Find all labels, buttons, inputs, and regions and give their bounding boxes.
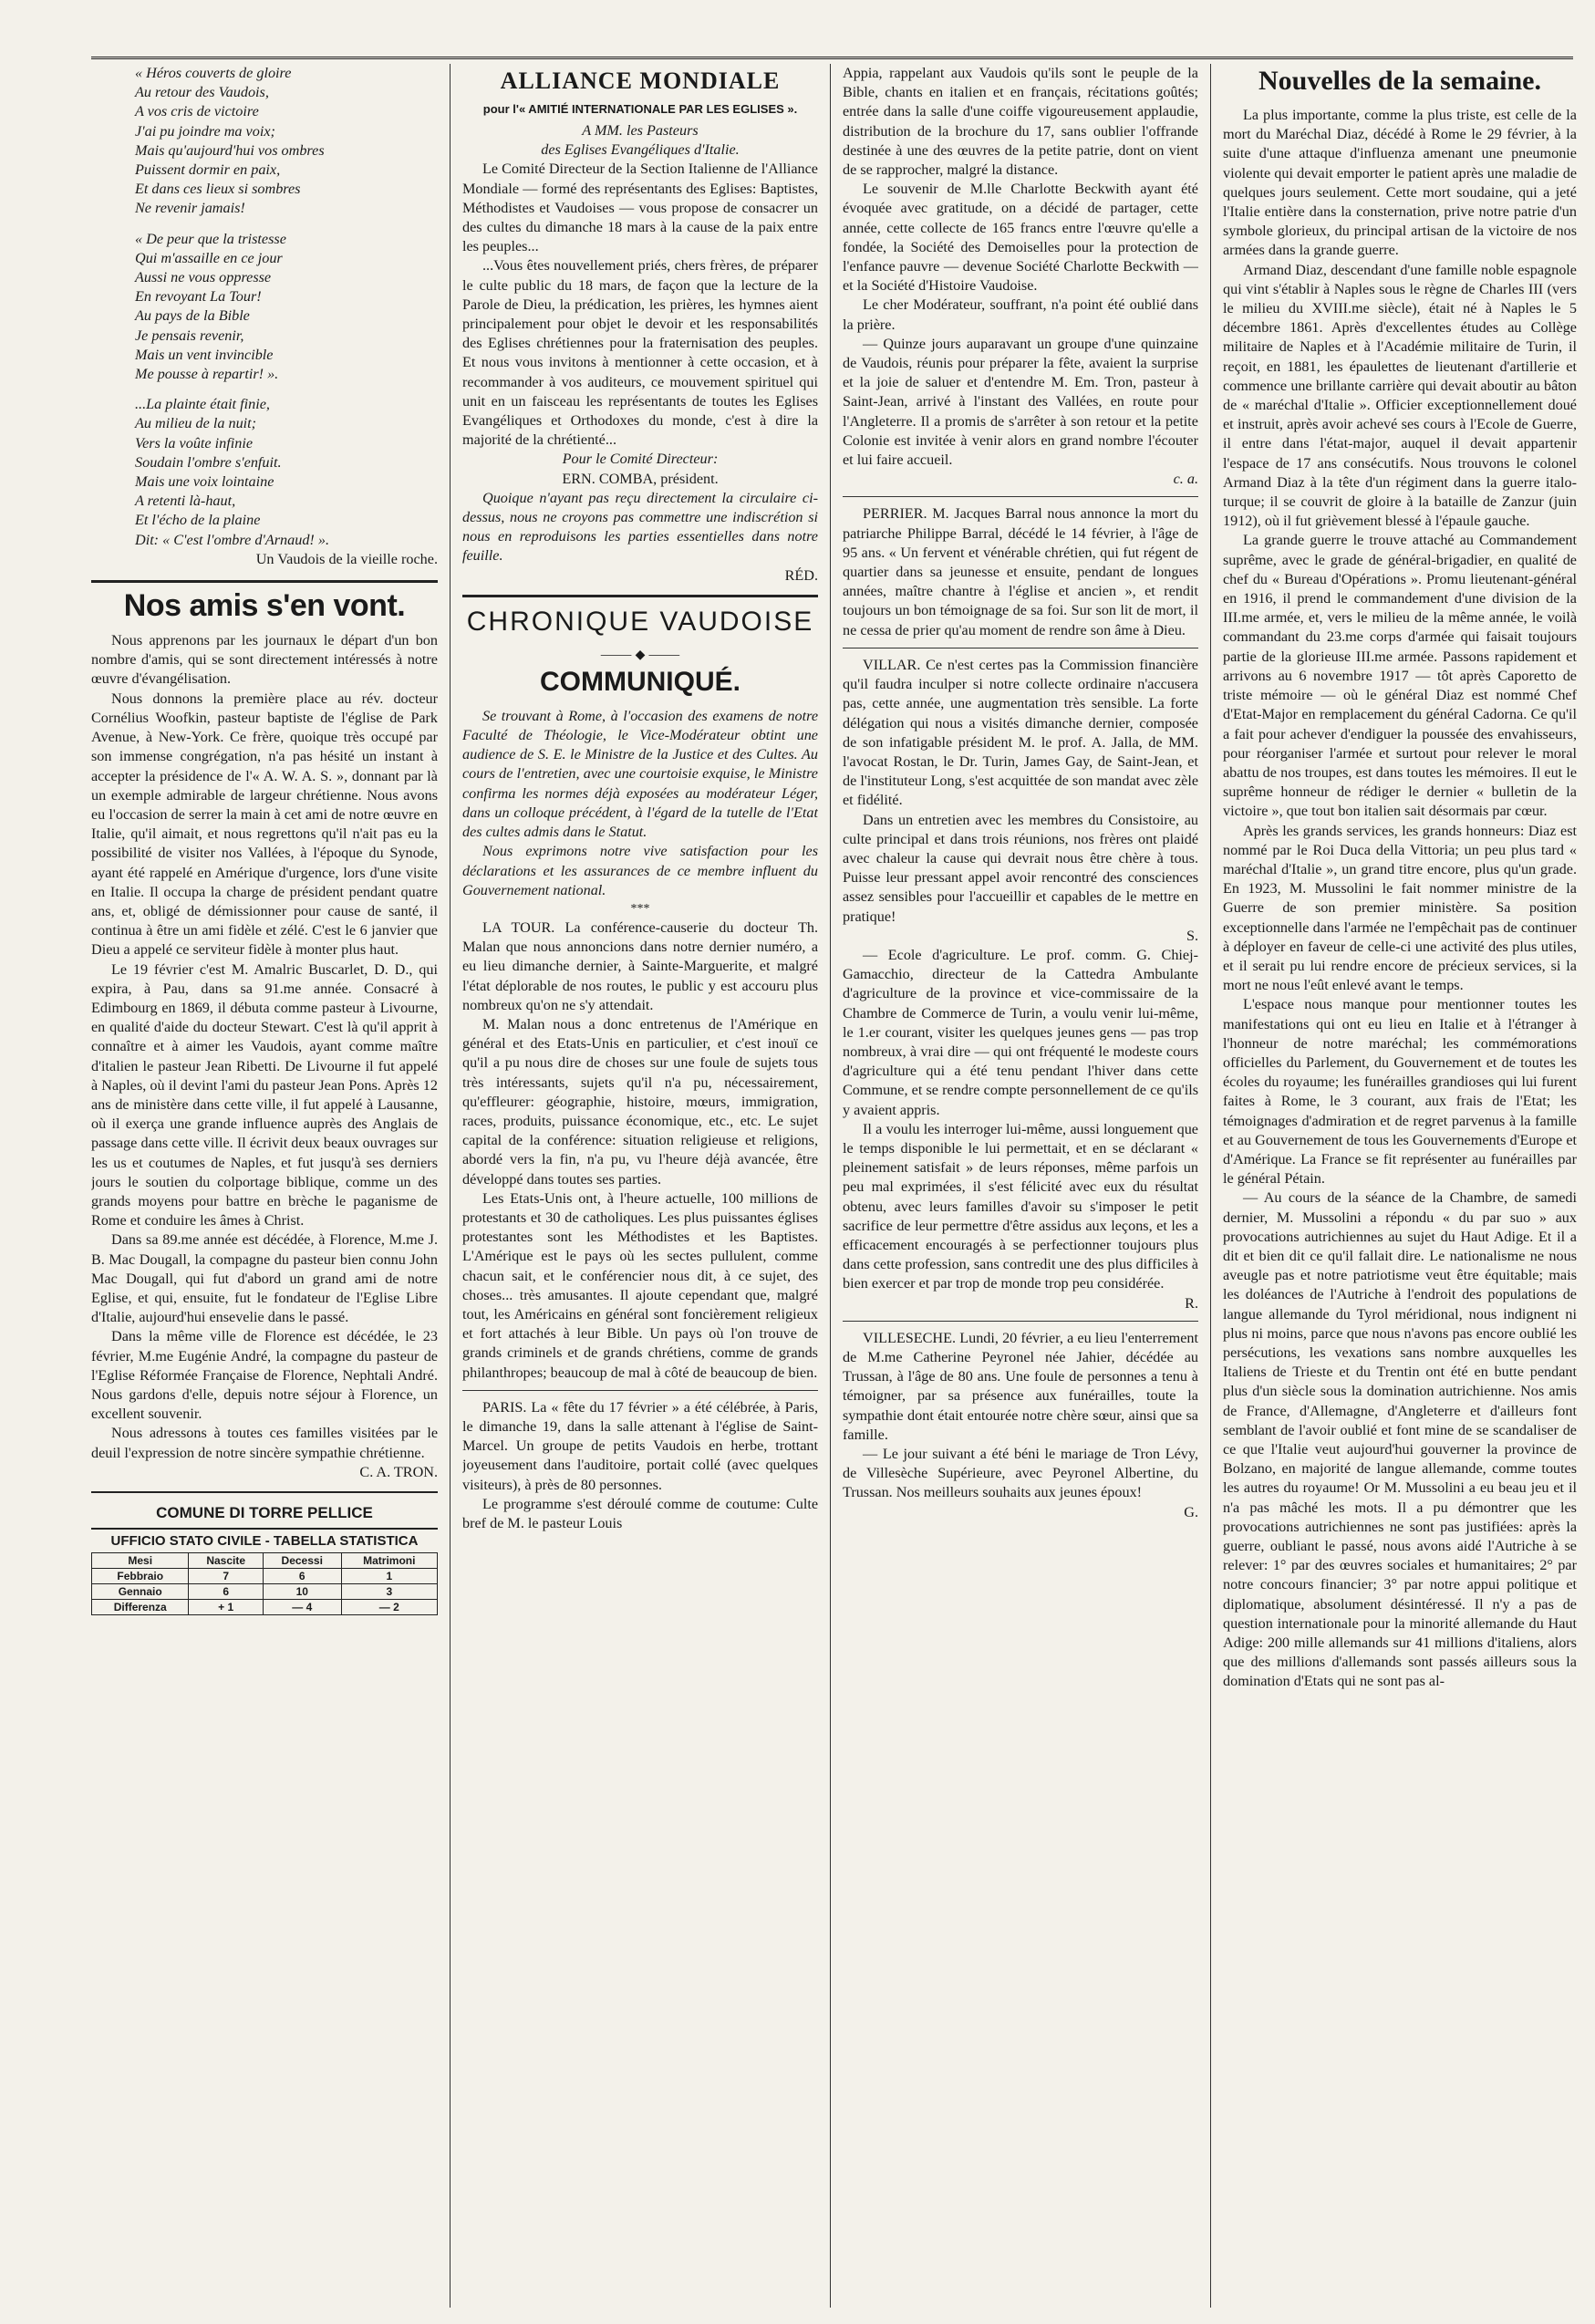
address-line: des Eglises Evangéliques d'Italie. [541, 141, 740, 159]
table-cell: — 4 [263, 1600, 341, 1615]
article-signature: S. [1186, 927, 1198, 944]
editor-signature: RÉD. [784, 566, 818, 584]
ufficio-title: UFFICIO STATO CIVILE - TABELLA STATISTICA [91, 1528, 438, 1549]
poem-signature: Un Vaudois de la vieille roche. [255, 550, 438, 567]
poem-line: Mais une voix lointaine [135, 473, 274, 491]
table-cell: 6 [263, 1569, 341, 1584]
article-paragraph: PERRIER. M. Jacques Barral nous annonce la mort du patriarche Philippe Barral, décédé le 14 février, à l'âge de 95 ans. « Un fervent et vénérable chrétien, qui fut régent de quartier dans sa jeunesse et ensuite, pendant de longues années, maître chantre à l'église et ancien », et rendit toujours un bon témoignage de sa foi. Sur son lit de mort, il ne cessa de prier qu'au moment de rendre son âme à Dieu. [843, 505, 1198, 638]
article-paragraph: — Quinze jours auparavant un groupe d'une quinzaine de Vaudois, réunis pour préparer la fête, avaient la surprise et la joie de saluer et d'entendre M. Em. Tron, pasteur à Saint-Jean, arrivé à l'instant des Vallées, en route pour l'Angleterre. Il a promis de s'arrêter à son retour et la petite Colonie est invitée à venir alors en grand nombre l'écouter et lui faire accueil. [843, 335, 1198, 469]
article-paragraph: — Au cours de la séance de la Chambre, de samedi dernier, M. Mussolini a répondu « du par suo » aux provocations autrichiennes au sujet du Haut Adige. Et il a dit et bien dit ce qu'il fallait dire. Le nationalisme ne nous aveugle pas et notre patriotisme veut être équitable; mais les doléances de l'Autriche à l'endroit des populations de langue allemande du Tyrol méridional, nous indignent ni plus ni moins, parce que nous n'avons pas encore oublié les persécutions, les vexations sans nombre auxquelles les Italiens de Trieste et du Trentin ont été en butte pendant plus d'un siècle sous la domination autrichienne. Nos amis de France, d'Allemagne, d'Angleterre et d'ailleurs font semblant de l'avoir oublié et font mine de se scandaliser de ce que l'Italie veut aujourd'hui gouverner la province de Bolzano, en majorité de langue allemande, comme toutes les autres du royaume! Or M. Mussolini a eu beau jeu et il n'a pas mâché les mots. Il a pu démontrer que les provocations autrichiennes ne sont pas justifiées: après la guerre, oubliant le passé, nous avons aidé l'Autriche à se relever: 1° par des œuvres sociales et humanitaires; 2° par notre concours financier; 3° par notre appui politique et diplomatique, absolument désintéressé. Il n'y a pas de question internationale pour la minorité allemande du Haut Adige: 200 mille allemands sur 41 millions d'italiens, alors que des millions d'allemands sont passés ailleurs sous la domination d'Etats qui ne sont pas al- [1223, 1189, 1577, 1690]
poem-line: Ne revenir jamais! [135, 200, 245, 217]
poem-line: Au pays de la Bible [135, 307, 250, 325]
article-paragraph: Le 19 février c'est M. Amalric Buscarlet, D. D., qui expira, à Pau, dans sa 91.me année. Consacré à Edimbourg en 1869, il débuta comme pasteur à Livourne, en qualité d'aide du docteur Stewart. C'est là qu'il apprit à connaître et à aimer les Vaudois, ayant comme maître d'italien le pasteur Jean Ribetti. De Livourne il fut appelé à Naples, où il devint l'ami du pasteur Jean Pons. Après 12 ans de ministère dans cette ville, il fut appelé à Lausanne, où il exerça une grande influence auprès des Anglais de passage dans cette ville. Il écrivit deux beaux ouvrages sur les us et coutumes de Naples, et fut jusqu'à ses derniers jours le soutien du colportage biblique, comme un des grands moyens pour battre en brèche le paganisme de Rome et conduire les âmes à Christ. [91, 960, 438, 1229]
table-header: Decessi [263, 1553, 341, 1569]
article-paragraph: — Ecole d'agriculture. Le prof. comm. G. Chiej-Gamacchio, directeur de la Cattedra Ambulante d'agriculture de la province et vice-commissaire de la Chambre de Commerce de Turin, a voulu venir lui-même, le 1.er courant, visiter les quelques jeunes gens — pas trop nombreux, à vrai dire — qui ont fréquenté le modeste cours d'agriculture qui a été tenu pendant l'hiver dans cette Commune, et se rendre compte personnellement de ce qu'ils y avaient appris. [843, 946, 1198, 1118]
article-paragraph: Les Etats-Unis ont, à l'heure actuelle, 100 millions de protestants et 30 de catholiques. Les plus puissantes églises protestantes sont les Méthodistes et les Baptistes. L'Amérique est le pays où les sectes pullulent, comme chacun sait, et le conférencier nous dit, à ce sujet, des choses... très amusantes. Il ajoute cependant que, malgré tout, les Américains en général sont foncièrement religieux et fort attachés à leur Bible. Un pays où l'on trouve de grands criminels et de grands chrétiens, comme de grands philanthropes; beaucoup de mal à côté de beaucoup de bien. [462, 1189, 818, 1381]
article-paragraph: Dans sa 89.me année est décédée, à Florence, M.me J. B. Mac Dougall, la compagne du pasteur bien connu John Mac Dougall, qui fut d'abord un grand ami de notre Eglise, et qui, ensuite, fut le fondateur de l'Eglise Libre d'Italie, aujourd'hui ensevelie dans le passé. [91, 1231, 438, 1326]
nouvelles-title: Nouvelles de la semaine. [1258, 66, 1541, 96]
ornament-divider: ⸻ ◆ ⸻ [600, 648, 680, 662]
poem-line: Soudain l'ombre s'enfuit. [135, 453, 282, 471]
communique-title: COMMUNIQUÉ. [540, 666, 741, 697]
article-paragraph: Le cher Modérateur, souffrant, n'a point été oublié dans la prière. [843, 296, 1198, 333]
article-paragraph: La plus importante, comme la plus triste, est celle de la mort du Maréchal Diaz, décédé à Rome le 29 février, à la suite d'une attaque d'influenza amenant une pneumonie violente qui devait emporter le patient après une maladie de quelques jours seulement. Cette mort soudaine, qui a jeté l'Italie entière dans la consternation, prive notre patrie d'un symbole glorieux, du principal artisan de la victoire de nos armées dans la grande guerre. [1223, 107, 1577, 259]
poem-line: Puissent dormir en paix, [135, 161, 281, 179]
article-paragraph: Dans un entretien avec les membres du Consistoire, au culte principal et dans trois réunions, nos frères ont plaidé avec chaleur la cause qui devrait nous être chère à tous. Puisse leur pressant appel avoir rencontré des consciences assez sensibles pour l'accueillir et capables de le mettre en pratique! [843, 811, 1198, 925]
poem-stanza-3 [91, 395, 438, 569]
column-rule [450, 64, 451, 2308]
article-paragraph: Le souvenir de M.lle Charlotte Beckwith ayant été évoquée avec gratitude, on a décidé de partager, cette année, cette collecte de 165 francs entre l'œuvre qu'elle a fondée, la Société des Demoiselles pour la protection de l'enfance pauvre — devenue Société Charlotte Beckwith — et la Société d'Histoire Vaudoise. [843, 181, 1198, 295]
poem-line: Vers la voûte infinie [135, 434, 254, 451]
alliance-subtitle: pour l'« AMITIÉ INTERNATIONALE PAR LES EGLISES ». [482, 102, 798, 116]
article-paragraph: Armand Diaz, descendant d'une famille noble espagnole qui vint s'établir à Naples sous le règne de Charles III (vers le milieu du XVIII.me siècle), était né à Naples le 5 décembre 1861. Après d'excellentes études au Collège militaire de Naples et à l'Académie militaire de Turin, il reçoit, en 1881, les épaulettes de lieutenant d'artillerie et commence une brillante carrière qui devait aboutir au bâton de « maréchal d'Italie ». Officier exceptionnellement doué et instruit, après avoir achevé ses cours à l'Ecole de Guerre, il entre dans l'état-major, auquel il devait appartenir l'espace de 17 ans consécutifs. Nous trouvons le colonel Armand Diaz à la tête d'un régiment dans la guerre italo-turque; il se couvrit de gloire à la bataille de Zanzur (juin 1912), où il fut grièvement blessé à l'épaule gauche. [1223, 261, 1577, 530]
table-cell: + 1 [189, 1600, 263, 1615]
article-signature: C. A. TRON. [359, 1463, 438, 1480]
table-header-row [92, 1553, 438, 1569]
poem-line: Dit: « C'est l'ombre d'Arnaud! ». [135, 531, 330, 548]
table-header: Nascite [189, 1553, 263, 1569]
article-signature: G. [1184, 1503, 1198, 1520]
address-line: A MM. les Pasteurs [582, 122, 699, 139]
statistics-box [91, 1491, 438, 1615]
poem-line: Au milieu de la nuit; [135, 415, 257, 432]
table-row [92, 1584, 438, 1600]
poem-line: « Héros couverts de gloire [135, 65, 292, 81]
article-paragraph: Nous donnons la première place au rév. docteur Cornélius Woofkin, pasteur baptiste de l'église de Park Avenue, à New-York. Ce frère, quoique très occupé par son immense congrégation, n'a pas hésité un instant à accepter la présidence de l'« A. W. A. S. », donnant par là un exemple admirable de largeur chrétienne. Nous avons eu l'occasion de serrer la main à cet ami de notre œuvre en Italie, qu'il aimait, et nous regrettons qu'il n'ait pas eu la possibilité de visiter nos Vallées, à l'époque du Synode, ayant été rappelé en Amérique d'urgence, lors d'une visite en Italie. Il occupa la charge de président pendant quatre ans, et, obligé de démissionner pour cause de santé, il continua à être un ami fidèle et zélé. C'est le 6 janvier que Dieu a appelé ce serviteur fidèle à monter plus haut. [91, 690, 438, 959]
article-paragraph: Le Comité Directeur de la Section Italienne de l'Alliance Mondiale — formé des représentants des Eglises: Baptistes, Méthodistes et Vaudoises — vous propose de consacrer un des cultes du dimanche 18 mars à la cause de la paix entre les peuples... [462, 161, 818, 255]
alliance-title: ALLIANCE MONDIALE [500, 67, 781, 94]
article-paragraph: VILLAR. Ce n'est certes pas la Commission financière qu'il faudra inculper si notre collecte ordinaire n'accusera pas, cette année, une augmentation très sensible. La forte délégation qui nous a visités dimanche dernier, composée de son infatigable président M. le prof. A. Jalla, de MM. l'avocat Rostan, le Dr. Turin, James Gay, de Saint-Jean, et de l'instituteur Long, s'est acquittée de son mandat avec zèle et fidélité. [843, 656, 1198, 809]
article-paragraph: VILLESECHE. Lundi, 20 février, a eu lieu l'enterrement de M.me Catherine Peyronel née Jahier, décédée au Trussan, à l'âge de 80 ans. Une foule de personnes a tenu à témoigner, par sa présence aux funérailles, toute la sympathie dont était entourée notre chère sœur, ainsi que sa famille. [843, 1329, 1198, 1443]
article-paragraph: Le programme s'est déroulé comme de coutume: Culte bref de M. le pasteur Louis [462, 1495, 818, 1531]
divider [843, 496, 1198, 497]
article-paragraph: Nous apprenons par les journaux le départ d'un bon nombre d'amis, qui se sont directement intéressés à notre œuvre d'évangélisation. [91, 632, 438, 688]
poem-line: Qui m'assaille en ce jour [135, 249, 283, 266]
article-paragraph: Après les grands services, les grands honneurs: Diaz est nommé par le Roi Duca della Vittoria; un peu plus tard « maréchal d'Italie », un grand titre encore, plus qu'un grade. En 1923, M. Mussolini le fait nommer ministre de la Guerre de son premier ministère. Sa position exceptionnelle dans l'armée ne l'empêchait pas de continuer à déployer en faveur de celle-ci une activité des plus utiles, et il serait pu lui rendre encore de précieux services, si la mort ne nous l'eût enlevé avant le temps. [1223, 822, 1577, 994]
article-paragraph: Nous exprimons notre vive satisfaction pour les déclarations et les assurances de ce membre influent du Gouvernement national. [462, 843, 818, 898]
editor-note: Quoique n'ayant pas reçu directement la circulaire ci-dessus, nous ne croyons pas commettre une indiscrétion si nous en reproduisons les parties essentielles dans notre feuille. [462, 489, 818, 565]
poem-line: ...La plainte était finie, [135, 396, 270, 413]
table-row [92, 1600, 438, 1615]
table-cell: — 2 [341, 1600, 437, 1615]
poem-line: « De peur que la tristesse [135, 230, 286, 247]
table-cell: 6 [189, 1584, 263, 1600]
poem-stanza-2 [91, 230, 438, 385]
poem-line: Mais un vent invincible [135, 346, 274, 363]
poem-line: A retenti là-haut, [135, 493, 236, 510]
article-paragraph: M. Malan nous a donc entretenus de l'Amérique en général et des Etats-Unis en particulier, et c'est inouï ce qu'il a pu nous dire de choses sur une foule de sujets tous très intéressants, sujets qu'il n'a pu, nécessairement, qu'effleurer: géographie, histoire, mœurs, immigration, races, produits, puissance économique, etc., etc. Le sujet capital de la conférence: situation religieuse et religions, abordé vers la fin, n'a pu, vu l'heure déjà avancée, être développé dans toutes ses parties. [462, 1015, 818, 1188]
table-cell: 1 [341, 1569, 437, 1584]
poem-line: Je pensais revenir, [135, 327, 244, 344]
divider [843, 1321, 1198, 1322]
article-paragraph: PARIS. La « fête du 17 février » a été célébrée, à Paris, le dimanche 19, dans la salle attenant à l'église de Saint-Marcel. Un groupe de petits Vaudois en herbe, trottant joyeusement dans l'auditoire, portait collé (avec quelques visiteurs), à près de 80 personnes. [462, 1398, 818, 1493]
comune-title: COMUNE DI TORRE PELLICE [156, 1504, 373, 1522]
table-cell: 3 [341, 1584, 437, 1600]
divider [462, 1390, 818, 1391]
chronique-title: CHRONIQUE VAUDOISE [462, 595, 818, 638]
column-4 [1223, 64, 1577, 2317]
poem-line: J'ai pu joindre ma voix; [135, 122, 275, 140]
column-rule [1210, 64, 1211, 2308]
article-paragraph: — Le jour suivant a été béni le mariage de Tron Lévy, de Villesèche Supérieure, avec Peyronel Albertine, du Trussan. Nos meilleurs souhaits aux jeunes époux! [843, 1446, 1198, 1501]
article-paragraph: Dans la même ville de Florence est décédée, le 23 février, M.me Eugénie André, la compagne du pasteur de l'Eglise Réformée Française de Florence, Nephtali André. Nous gardons d'elle, depuis notre séjour à Florence, un excellent souvenir. [91, 1328, 438, 1423]
poem-line: Mais qu'aujourd'hui vos ombres [135, 141, 325, 159]
poem-line: En revoyant La Tour! [135, 288, 262, 306]
article-paragraph: Il a voulu les interroger lui-même, aussi longuement que le temps disponible le lui permettait, et en se déclarant « pleinement satisfait » de leurs réponses, même parfois un peu mal exprimées, il s'est félicité avec eux du résultat obtenu, avec leurs familles d'avoir su s'imposer le petit sacrifice de leur permettre d'être assidus aux leçons, et les a efficacement encouragés à se perfectionner toujours plus dans cette profession, sans contredit une des plus difficiles à bien exercer et par trop de monde trop peu considérée. [843, 1120, 1198, 1292]
table-cell: 10 [263, 1584, 341, 1600]
article-paragraph: La grande guerre le trouve attaché au Commandement suprême, avec le grade de général-brigadier, en qualité de chef du « Bureau d'Opérations ». Promu lieutenant-général en 1916, il prend le commandement d'une division de la III.me armée, et, vers le milieu de la même année, le voilà commandant du 23.me corps d'armée qui faisait toujours partie de la glorieuse III.me armée. Passons rapidement et arrivons au 6 novembre 1917 — tôt après Caporetto de triste mémoire — où le général Diaz est nommé Chef d'Etat-Major en remplacement du général Cadorna. Ce qu'il a fait pour achever d'endiguer la poussée des envahisseurs, pour réorganiser l'armée et surtout pour relever le moral abattu de nos troupes, est dans toutes les mémoires. Il eut le suprême honneur de rédiger le dernier « bulletin de la victoire », que tout bon italien sait désormais par cœur. [1223, 532, 1577, 820]
section-separator: *** [630, 901, 650, 916]
poem-line: Aussi ne vous oppresse [135, 269, 272, 286]
statistics-table [91, 1552, 438, 1615]
table-header: Mesi [92, 1553, 189, 1569]
poem-line: Au retour des Vaudois, [135, 84, 269, 101]
article-paragraph: Se trouvant à Rome, à l'occasion des examens de notre Faculté de Théologie, le Vice-Modérateur obtint une audience de S. E. le Ministre de la Justice et des Cultes. Au cours de l'entretien, avec une courtoisie exquise, le Ministre confirma les normes déjà exposées au modérateur Léger, dans un colloque précédent, à l'égard de la tutelle de l'Etat des cultes admis dans le Statut. [462, 707, 818, 841]
poem-stanza-1 [91, 64, 438, 219]
table-cell: Gennaio [92, 1584, 189, 1600]
poem-line: Et l'écho de la plaine [135, 512, 261, 529]
table-cell: Differenza [92, 1600, 189, 1615]
table-header: Matrimoni [341, 1553, 437, 1569]
article-signature: R. [1185, 1294, 1198, 1312]
article-paragraph: Nous adressons à toutes ces familles visitées par le deuil l'expression de notre sincère sympathie chrétienne. [91, 1425, 438, 1461]
poem-line: A vos cris de victoire [135, 103, 259, 120]
poem-line: Me pousse à repartir! ». [135, 366, 279, 383]
article-paragraph: Appia, rappelant aux Vaudois qu'ils sont le peuple de la Bible, chants en italien et en français, récitations goûtés; entrée dans la salle d'une coiffe vigoureusement applaudie, distribution de la brochure du 17, sans oublier l'offrande destinée à une des œuvres de la petite patrie, dont on vient de se rapprocher, malgré la distance. [843, 65, 1198, 179]
article-signature: Pour le Comité Directeur: [562, 451, 719, 468]
article-paragraph: ...Vous êtes nouvellement priés, chers frères, de préparer le culte public du 18 mars, de façon que la lecture de la Parole de Dieu, la prédication, les prières, les hymnes aient principalement pour objet le devoir et les responsabilités des Eglises chrétiennes pour la fraternisation des peuples. Et nous vous invitons à mentionner à cette occasion, et à recommander à vos auditeurs, ce mouvement spirituel qui unit en un faisceau les représentants de toutes les Eglises Evangéliques et Orthodoxes du monde, c'est à dire la majorité de la chrétienté... [462, 257, 818, 449]
article-signature: c. a. [1173, 471, 1198, 488]
column-3 [843, 64, 1198, 2317]
article-paragraph: L'espace nous manque pour mentionner toutes les manifestations qui ont eu lieu en Italie et à l'étranger à l'honneur de notre maréchal; les commémorations officielles du Parlement, du Gouvernement et de toutes les écoles du royaume; les funérailles grandioses qui lui furent faites à Rome, le 3 courant, aux frais de l'Etat; les témoignages d'admiration et de regret parvenus à la famille et au Gouvernement de tous les Gouvernements d'Europe et d'Amérique. La France se fit représenter au funérailles par le général Pétain. [1223, 996, 1577, 1188]
column-2 [462, 64, 818, 2317]
column-rule [830, 64, 831, 2308]
table-row [92, 1569, 438, 1584]
top-rule [91, 57, 1573, 59]
section-title-nos-amis: Nos amis s'en vont. [91, 580, 438, 624]
article-paragraph: LA TOUR. La conférence-causerie du docteur Th. Malan que nous annoncions dans notre dernier numéro, a eu lieu dimanche dernier, à Sainte-Marguerite, et malgré l'état déplorable de nos routes, le public y est accouru plus nombreux qu'on ne s'y attendait. [462, 918, 818, 1013]
article-signature: ERN. COMBA, président. [562, 470, 719, 487]
column-1 [91, 64, 438, 2317]
table-cell: 7 [189, 1569, 263, 1584]
table-cell: Febbraio [92, 1569, 189, 1584]
poem-line: Et dans ces lieux si sombres [135, 181, 301, 198]
